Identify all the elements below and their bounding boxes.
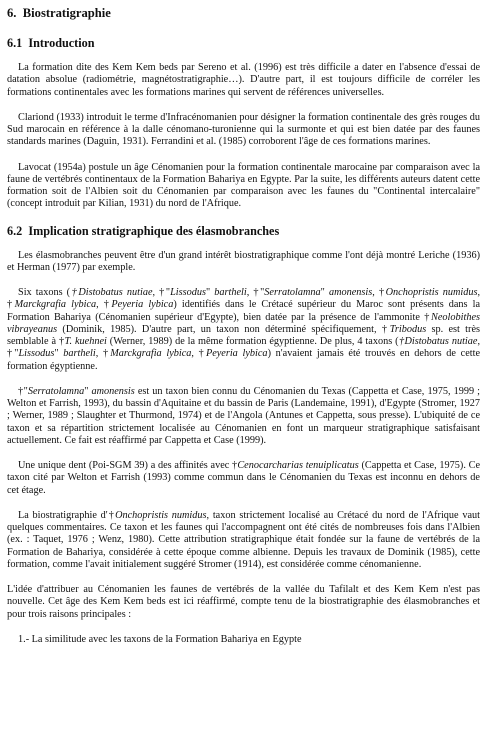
text-run: , † (7, 287, 481, 311)
paragraph-intro-1: La formation dite des Kem Kem beds par Sereno et al. (1996) est très difficile a dater en l'absence d'essai de datation absolue (radiométrie, magnétostratigraphie…). D'autre part, il est toujours difficile de corréler les formations continentales avec les formations marines qui servent de références universelles. (7, 62, 480, 98)
text-run: ) identifiés dans le Crétacé supérieur du Maroc sont présents dans la Formation Bahariya (Cénomanien supérieur d'Egypte), bien datée par la présence de l'ammonite † (7, 299, 481, 323)
text-run: , †" (152, 287, 171, 298)
taxon-name: Cenocarcharias tenuiplicatus (237, 460, 359, 471)
text-run: Six taxons ( (18, 287, 71, 298)
taxon-name: Serratolamna (27, 385, 85, 397)
section-number: 6. (7, 6, 17, 20)
taxon-name: Tribodus (389, 323, 427, 335)
paragraph-idee: L'idée d'attribuer au Cénomanien les faunes de vertébrés de la vallée du Tafilalt et des Kem Kem n'est pas nouvelle. Cet âge des Kem Kem beds est ici réaffirmé, compte tenu de la biostratigraphie des élasmobranches et pour trois raisons principales : (7, 584, 480, 620)
text-run: , taxon strictement localisé au Crétacé du nord de l'Afrique vaut quelques commentaires. Ce taxon et les faunes qui l'accompagnent ont été cités de nombreuses fois dans l'Albien (ex. : Taquet, 1976 ; Wenz, 1980). Cette attribution stratigraphique était fondée sur la faune de vertébrés de la Formation de Bahariya, considérée à cette époque comme albienne. Depuis les travaux de Dominik (1985), cette formation, comme l'avait initialement suggéré Stromer (1914), est considérée comme cénomanienne. (7, 509, 480, 570)
taxon-name: Lissodus (18, 348, 55, 360)
text-run: La biostratigraphie d'† (18, 509, 116, 521)
text-run: (Werner, 1989) de la même formation égyptienne. De plus, 4 taxons ( (106, 336, 399, 347)
taxon-name: Peyeria lybica (205, 348, 268, 360)
taxon-name: bartheli (63, 348, 96, 360)
taxon-name: Marckgrafia lybica (14, 299, 97, 311)
text-run: (Cappetta et Case, 1975). Ce taxon cité par Welton et Farrish (1993) comme commun dans le Cénomanien du Texas est inconnu en dehors de cet étage. (7, 460, 481, 496)
paragraph-elasmobranches: Les élasmobranches peuvent être d'un grand intérêt biostratigraphique comme l'ont déjà montré Leriche (1936) et Herman (1977) par exemple. (7, 249, 480, 273)
taxon-name: Onchopristis numidus (385, 287, 478, 298)
taxon-name: Marckgrafia lybica (110, 348, 192, 360)
subsection-number: 6.1 (7, 36, 23, 50)
text-run: , †" (7, 336, 481, 360)
text-run: , † (95, 348, 111, 360)
taxon-name: bartheli (214, 287, 247, 298)
text-run: , † (191, 348, 206, 360)
subsection-title: Implication stratigraphique des élasmobranches (28, 223, 280, 238)
taxon-name: Serratolamna (264, 287, 321, 298)
section-title: Biostratigraphie (22, 6, 111, 20)
taxon-name: amonensis (328, 287, 373, 298)
text-run: " (84, 385, 92, 397)
text-run: Une unique dent (Poi-SGM 39) a des affinités avec † (18, 460, 238, 471)
text-run: , † (96, 299, 112, 311)
taxon-name: Lissodus (170, 287, 206, 298)
taxon-name: †Distobatus nutiae (398, 336, 478, 347)
text-run: (Dominik, 1985). D'autre part, un taxon non déterminé spécifiquement, † (57, 323, 390, 335)
taxon-name: T. kuehnei (64, 336, 107, 347)
paragraph-serratolamna (7, 386, 480, 447)
taxon-name: Neolobithes vibrayeanus (7, 311, 480, 335)
paragraph-unique-tooth (7, 460, 480, 497)
text-run: " (54, 348, 64, 360)
text-run: , †" (246, 287, 265, 298)
text-run: †" (18, 385, 28, 397)
text-run: est un taxon bien connu du Cénomanien du Texas (Cappetta et Case, 1975, 1999 ; Welton et Farrish, 1993), du bassin d'Aquitaine et du bassin de Paris (Landemaine, 1991), d'Egypte (Stromer, 1927 ; Werner, 1989 ; Slaughter et Thurmond, 1974) et de l'Angola (Antunes et Cappetta, sous presse). L'ubiquité de ce taxon et sa répartition strictement localisée au Cénomanien en font un marqueur stratigraphique satisfaisant actuellement. Ce fait est réaffirmé par Cappetta et Case (1999). (7, 385, 481, 446)
text-run: " (205, 287, 215, 298)
paragraph-intro-3: Lavocat (1954a) postule un âge Cénomanien pour la formation continentale marocaine par comparaison avec la faune de vertébrés continentaux de la Formation Bahariya en Egypte. Par la suite, les différents auteurs datent cette formation soit de l'Albien soit du Cénomanien par comparaison avec les faunes du "Continental intercalaire" (concept introduit par Kilian, 1931) du nord de l'Afrique. (7, 161, 480, 210)
taxon-name: Onchopristis numidus (115, 509, 207, 521)
subsection-title: Introduction (28, 36, 95, 50)
section-heading (7, 6, 480, 21)
list-item-1: 1.- La similitude avec les taxons de la Formation Bahariya en Egypte (18, 633, 302, 645)
taxon-name: Peyeria lybica (111, 299, 174, 311)
paragraph-intro-2: Clariond (1933) introduit le terme d'Infracénomanien pour désigner la formation continentale des grès rouges du Sud marocain en référence à la dalle cénomano-turonienne qui la surmonte et qui est bien datée par des faunes standards marines (Daguin, 1931). Ferrandini et al. (1985) corroborent l'âge de ces formations marines. (7, 111, 480, 148)
subsection-number: 6.2 (7, 223, 23, 238)
text-run: " (320, 287, 329, 298)
subsection-heading-introduction (7, 36, 480, 50)
paragraph-onchopristis (7, 510, 480, 571)
taxon-name: amonensis (91, 385, 135, 397)
subsection-heading-elasmobranches (7, 224, 480, 238)
taxon-name: †Distobatus nutiae (70, 287, 153, 298)
text-run: sp. est très semblable à † (7, 323, 480, 347)
paragraph-six-taxa (7, 287, 480, 373)
text-run: , † (372, 287, 386, 298)
text-run: ) n'avaient jamais été trouvés en dehors de cette formation égyptienne. (7, 348, 481, 372)
